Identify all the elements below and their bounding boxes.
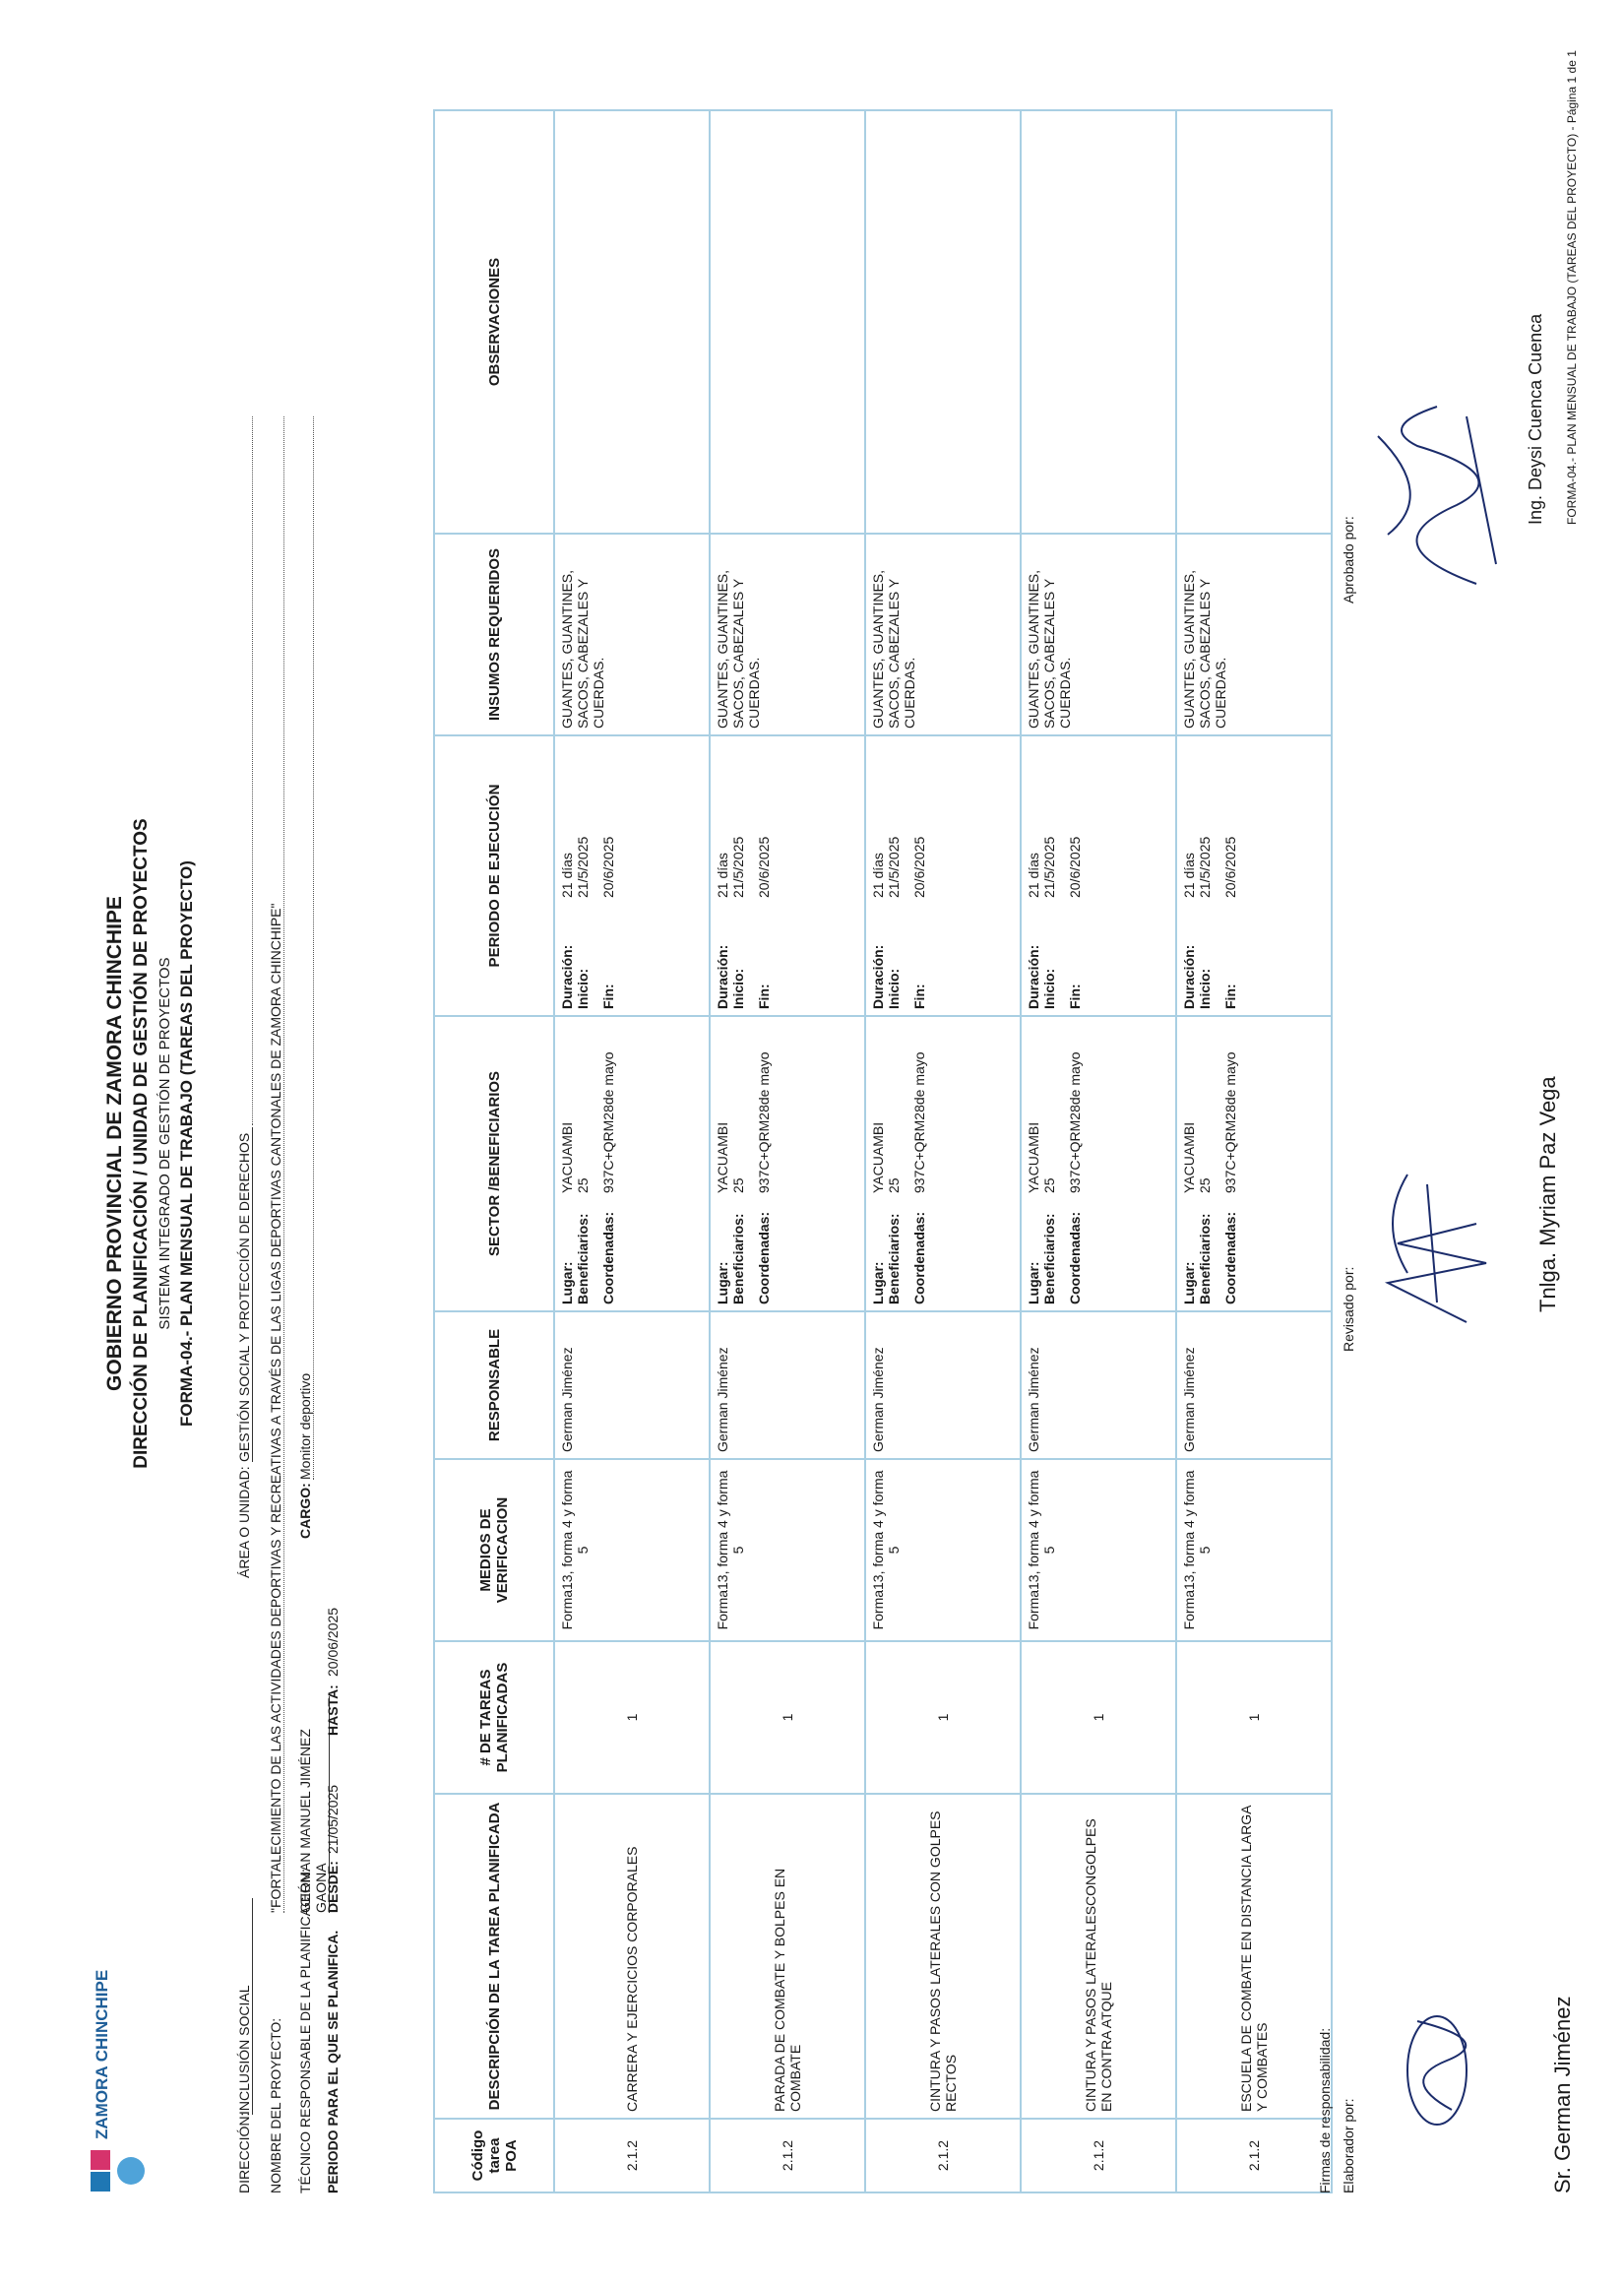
beneficiarios-label: Beneficiarios: xyxy=(730,1213,746,1304)
header-description: DESCRIPCIÓN DE LA TAREA PLANIFICADA xyxy=(434,1794,554,2119)
inicio-label: Inicio: xyxy=(730,968,746,1009)
beneficiarios-label: Beneficiarios: xyxy=(1197,1213,1213,1304)
coordenadas-label: Coordenadas: xyxy=(1067,1211,1083,1304)
header-responsible: RESPONSABLE xyxy=(434,1311,554,1459)
inicio-label: Inicio: xyxy=(886,968,902,1009)
duracion-value: 21 días xyxy=(715,853,730,898)
fin-label: Fin: xyxy=(911,984,927,1009)
cell-verification: Forma13, forma 4 y forma 5 xyxy=(865,1459,1021,1641)
coordenadas-value: 937C+QRM28de mayo xyxy=(911,1051,927,1193)
lugar-label: Lugar: xyxy=(715,1261,730,1304)
beneficiarios-label: Beneficiarios: xyxy=(886,1213,902,1304)
coordenadas-label: Coordenadas: xyxy=(600,1211,616,1304)
cell-responsible: German Jiménez xyxy=(865,1311,1021,1459)
cell-sector xyxy=(1176,1016,1332,1311)
aprobado-name: Ing. Deysi Cuenca Cuenca xyxy=(1526,313,1545,525)
cell-responsible: German Jiménez xyxy=(1021,1311,1176,1459)
header-sector: SECTOR /BENEFICIARIOS xyxy=(434,1016,554,1311)
header-observations: OBSERVACIONES xyxy=(434,110,554,534)
header-verification: MEDIOS DE VERIFICACION xyxy=(434,1459,554,1641)
cell-sector xyxy=(865,1016,1021,1311)
elaborado-label: Elaborador por: xyxy=(1341,2098,1356,2193)
proyecto-label: NOMBRE DEL PROYECTO: xyxy=(268,2017,283,2193)
cell-supplies: GUANTES, GUANTINES, SACOS, CABEZALES Y CUERDAS. xyxy=(1021,534,1176,735)
proyecto-value: "FORTALECIMIENTO DE LAS ACTIVIDADES DEPORTIVAS Y RECREATIVAS A TRAVÉS DE LAS LIGAS DEPORTIVAS CANTONALES DE ZAMORA CHINCHIPE" xyxy=(268,416,284,1913)
desde-label: DESDE: xyxy=(325,1861,341,1913)
lugar-label: Lugar: xyxy=(870,1261,886,1304)
aprobado-signature xyxy=(1358,397,1526,594)
cell-code: 2.1.2 xyxy=(1176,2119,1332,2192)
cell-observations xyxy=(1021,110,1176,534)
cell-sector xyxy=(710,1016,865,1311)
cell-observations xyxy=(710,110,865,534)
hasta-value: 20/06/2025 xyxy=(325,1607,341,1677)
inicio-value: 21/5/2025 xyxy=(1041,836,1057,898)
inicio-label: Inicio: xyxy=(1197,968,1213,1009)
cargo-label: CARGO: xyxy=(297,1483,313,1539)
periodo-label: PERIODO PARA EL QUE SE PLANIFICA. xyxy=(325,1930,341,2193)
fin-value: 20/6/2025 xyxy=(600,836,616,898)
beneficiarios-value: 25 xyxy=(1197,1177,1213,1193)
cell-supplies: GUANTES, GUANTINES, SACOS, CABEZALES Y CUERDAS. xyxy=(865,534,1021,735)
cell-period xyxy=(865,735,1021,1016)
inicio-value: 21/5/2025 xyxy=(730,836,746,898)
coordenadas-value: 937C+QRM28de mayo xyxy=(1067,1051,1083,1193)
direccion-value: INCLUSIÓN SOCIAL xyxy=(236,1898,253,2115)
cell-num-tasks: 1 xyxy=(710,1641,865,1794)
cell-description: CINTURA Y PASOS LATERALESCONGOLPES EN CONTRA ATQUE xyxy=(1021,1794,1176,2119)
hasta-label: HASTA: xyxy=(325,1684,341,1736)
header-num-tasks: # DE TAREAS PLANIFICADAS xyxy=(434,1641,554,1794)
area-label: ÁREA O UNIDAD: xyxy=(236,1466,252,1578)
beneficiarios-value: 25 xyxy=(575,1177,591,1193)
revisado-name: Tnlga. Myriam Paz Vega xyxy=(1535,1076,1560,1312)
cell-responsible: German Jiménez xyxy=(710,1311,865,1459)
cell-sector xyxy=(554,1016,710,1311)
lugar-label: Lugar: xyxy=(559,1261,575,1304)
cell-verification: Forma13, forma 4 y forma 5 xyxy=(710,1459,865,1641)
coordenadas-value: 937C+QRM28de mayo xyxy=(600,1051,616,1193)
beneficiarios-value: 25 xyxy=(1041,1177,1057,1193)
coordenadas-label: Coordenadas: xyxy=(756,1211,772,1304)
cell-responsible: German Jiménez xyxy=(554,1311,710,1459)
revisado-signature xyxy=(1368,1165,1506,1342)
cell-period xyxy=(1021,735,1176,1016)
cell-num-tasks: 1 xyxy=(1176,1641,1332,1794)
fin-label: Fin: xyxy=(756,984,772,1009)
cell-responsible: German Jiménez xyxy=(1176,1311,1332,1459)
cell-period xyxy=(554,735,710,1016)
lugar-value: YACUAMBI xyxy=(870,1121,886,1193)
duracion-value: 21 días xyxy=(1181,853,1197,898)
inicio-label: Inicio: xyxy=(575,968,591,1009)
table-row xyxy=(865,110,1021,2192)
lugar-label: Lugar: xyxy=(1026,1261,1041,1304)
cell-description: CINTURA Y PASOS LATERALES CON GOLPES RECTOS xyxy=(865,1794,1021,2119)
header-supplies: INSUMOS REQUERIDOS xyxy=(434,534,554,735)
firmas-label: Firmas de responsabilidad: xyxy=(1317,2027,1333,2193)
cell-code: 2.1.2 xyxy=(710,2119,865,2192)
cell-sector xyxy=(1021,1016,1176,1311)
cell-observations xyxy=(554,110,710,534)
footer-text: FORMA-04.- PLAN MENSUAL DE TRABAJO (TAREAS DEL PROYECTO) - Página 1 de 1 xyxy=(1565,50,1579,525)
cell-description: CARRERA Y EJERCICIOS CORPORALES xyxy=(554,1794,710,2119)
coordenadas-label: Coordenadas: xyxy=(1222,1211,1238,1304)
header-code: Código tarea POA xyxy=(434,2119,554,2192)
duracion-value: 21 días xyxy=(1026,853,1041,898)
header-line1: GOBIERNO PROVINCIAL DE ZAMORA CHINCHIPE xyxy=(103,896,126,1391)
tecnico-label: TÉCNICO RESPONSABLE DE LA PLANIFICACIÓN: xyxy=(297,1869,313,2193)
coordenadas-value: 937C+QRM28de mayo xyxy=(1222,1051,1238,1193)
table-row xyxy=(710,110,865,2192)
inicio-value: 21/5/2025 xyxy=(575,836,591,898)
header-line4: FORMA-04.- PLAN MENSUAL DE TRABAJO (TAREAS DEL PROYECTO) xyxy=(177,860,196,1427)
inicio-label: Inicio: xyxy=(1041,968,1057,1009)
table-row xyxy=(1176,110,1332,2192)
elaborado-name: Sr. German Jiménez xyxy=(1550,1996,1575,2193)
cell-description: ESCUELA DE COMBATE EN DISTANCIA LARGA Y COMBATES xyxy=(1176,1794,1332,2119)
duracion-label: Duración: xyxy=(870,944,886,1009)
header-line3: SISTEMA INTEGRADO DE GESTIÓN DE PROYECTOS xyxy=(156,957,173,1330)
coordenadas-label: Coordenadas: xyxy=(911,1211,927,1304)
cell-supplies: GUANTES, GUANTINES, SACOS, CABEZALES Y CUERDAS. xyxy=(554,534,710,735)
lugar-value: YACUAMBI xyxy=(1181,1121,1197,1193)
duracion-label: Duración: xyxy=(559,944,575,1009)
cell-observations xyxy=(865,110,1021,534)
cell-verification: Forma13, forma 4 y forma 5 xyxy=(554,1459,710,1641)
elaborado-signature xyxy=(1378,2001,1496,2139)
coordenadas-value: 937C+QRM28de mayo xyxy=(756,1051,772,1193)
fin-value: 20/6/2025 xyxy=(911,836,927,898)
logo-text: ZAMORA CHINCHIPE xyxy=(93,1969,111,2139)
aprobado-label: Aprobado por: xyxy=(1341,516,1356,604)
tecnico-value: GERMAN MANUEL JIMÉNEZ GAONA xyxy=(297,1696,330,1913)
header-line2: DIRECCIÓN DE PLANIFICACIÓN / UNIDAD DE GESTIÓN DE PROYECTOS xyxy=(131,818,152,1469)
lugar-label: Lugar: xyxy=(1181,1261,1197,1304)
fin-label: Fin: xyxy=(1222,984,1238,1009)
cell-code: 2.1.2 xyxy=(1021,2119,1176,2192)
duracion-label: Duración: xyxy=(715,944,730,1009)
table-row xyxy=(554,110,710,2192)
cell-supplies: GUANTES, GUANTINES, SACOS, CABEZALES Y CUERDAS. xyxy=(1176,534,1332,735)
cell-num-tasks: 1 xyxy=(865,1641,1021,1794)
beneficiarios-label: Beneficiarios: xyxy=(1041,1213,1057,1304)
cell-verification: Forma13, forma 4 y forma 5 xyxy=(1176,1459,1332,1641)
cell-verification: Forma13, forma 4 y forma 5 xyxy=(1021,1459,1176,1641)
duracion-label: Duración: xyxy=(1181,944,1197,1009)
cell-period xyxy=(1176,735,1332,1016)
lugar-value: YACUAMBI xyxy=(715,1121,730,1193)
cargo-value: Monitor deportivo xyxy=(297,416,314,1480)
inicio-value: 21/5/2025 xyxy=(886,836,902,898)
lugar-value: YACUAMBI xyxy=(1026,1121,1041,1193)
desde-value: 21/05/2025 xyxy=(325,1784,341,1854)
cell-code: 2.1.2 xyxy=(865,2119,1021,2192)
beneficiarios-value: 25 xyxy=(730,1177,746,1193)
lugar-value: YACUAMBI xyxy=(559,1121,575,1193)
direccion-label: DIRECCIÓN: xyxy=(236,2112,252,2193)
inicio-value: 21/5/2025 xyxy=(1197,836,1213,898)
beneficiarios-value: 25 xyxy=(886,1177,902,1193)
duracion-value: 21 días xyxy=(559,853,575,898)
area-dotline xyxy=(252,416,253,1125)
fin-value: 20/6/2025 xyxy=(1067,836,1083,898)
cell-observations xyxy=(1176,110,1332,534)
cell-code: 2.1.2 xyxy=(554,2119,710,2192)
beneficiarios-label: Beneficiarios: xyxy=(575,1213,591,1304)
cell-num-tasks: 1 xyxy=(1021,1641,1176,1794)
duracion-value: 21 días xyxy=(870,853,886,898)
revisado-label: Revisado por: xyxy=(1341,1266,1356,1352)
duracion-label: Duración: xyxy=(1026,944,1041,1009)
cell-period xyxy=(710,735,865,1016)
tasks-table xyxy=(433,109,1333,2193)
fin-label: Fin: xyxy=(600,984,616,1009)
area-value: GESTIÓN SOCIAL Y PROTECCIÓN DE DERECHOS xyxy=(236,1127,253,1462)
cell-supplies: GUANTES, GUANTINES, SACOS, CABEZALES Y CUERDAS. xyxy=(710,534,865,735)
fin-label: Fin: xyxy=(1067,984,1083,1009)
cell-num-tasks: 1 xyxy=(554,1641,710,1794)
table-row xyxy=(1021,110,1176,2192)
cell-description: PARADA DE COMBATE Y BOLPES EN COMBATE xyxy=(710,1794,865,2119)
fin-value: 20/6/2025 xyxy=(756,836,772,898)
table-header-row xyxy=(434,110,554,2192)
fin-value: 20/6/2025 xyxy=(1222,836,1238,898)
header-period: PERIODO DE EJECUCIÓN xyxy=(434,735,554,1016)
